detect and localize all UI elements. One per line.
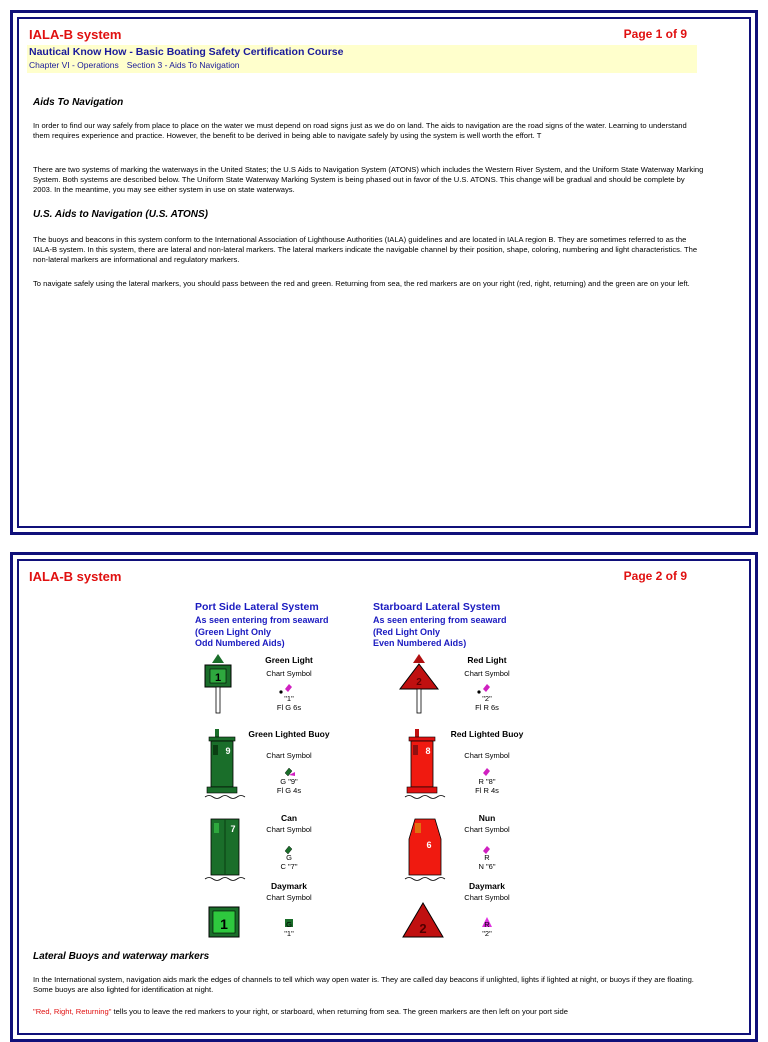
breadcrumb xyxy=(29,60,248,70)
page-number: Page 2 of 9 xyxy=(623,569,687,583)
port-item-chart-3: Chart Symbol xyxy=(266,893,312,902)
starboard-item-l1-0: "2" xyxy=(482,694,492,703)
port-sub-line-2: (Green Light Only xyxy=(195,626,272,637)
starboard-item-chart-2: Chart Symbol xyxy=(464,825,510,834)
port-side-title: Port Side Lateral System xyxy=(195,601,319,613)
port-item-l1-3: G xyxy=(286,920,292,929)
starboard-side-subtitle xyxy=(373,615,507,650)
starboard-item-l1-3: R xyxy=(484,920,490,929)
page-number: Page 1 of 9 xyxy=(623,27,687,41)
system-title: IALA-B system xyxy=(29,27,122,42)
red-daymark-number: 2 xyxy=(419,921,427,936)
red-right-returning-quote: "Red, Right, Returning" xyxy=(33,1007,112,1016)
port-item-chart-1: Chart Symbol xyxy=(266,751,312,760)
starboard-item-name-3: Daymark xyxy=(469,881,505,891)
green-lighted-buoy-icon xyxy=(205,729,245,799)
starboard-sub-line-2: (Red Light Only xyxy=(373,626,440,637)
green-daymark-number: 1 xyxy=(220,916,228,932)
course-title: Nautical Know How - Basic Boating Safety Certification Course xyxy=(29,46,344,58)
port-item-l2-1: Fl G 4s xyxy=(276,786,302,795)
starboard-item-l2-0: Fl R 6s xyxy=(475,703,499,712)
port-item-chart-0: Chart Symbol xyxy=(266,669,312,678)
port-sub-line-1: As seen entering from seaward xyxy=(195,615,329,625)
port-item-l1-2: G xyxy=(286,853,292,862)
nun-buoy-icon xyxy=(405,819,445,881)
paragraph-international-system: In the International system, navigation aids mark the edges of channels to tell which way open water is. They are called day beacons if unlighted, lights if lighted at night, or buoys if they are floating. Some buoys are also lighted for identification at night. xyxy=(33,975,694,994)
port-item-l1-1: G "9" xyxy=(280,777,298,786)
port-item-name-0: Green Light xyxy=(265,655,313,665)
port-item-name-2: Can xyxy=(280,813,298,823)
green-light-number: 1 xyxy=(214,672,222,684)
starboard-item-name-2: Nun xyxy=(478,813,496,823)
starboard-sub-line-3: Even Numbered Aids) xyxy=(373,638,467,648)
system-title: IALA-B system xyxy=(29,569,122,584)
section-label: Section 3 - Aids To Navigation xyxy=(126,60,240,70)
green-buoy-number: 9 xyxy=(225,746,231,756)
document-page-2 xyxy=(10,552,758,1042)
heading-lateral-buoys: Lateral Buoys and waterway markers xyxy=(33,951,210,962)
red-light-icon xyxy=(400,654,438,713)
starboard-item-l2-3: "2" xyxy=(482,929,492,938)
paragraph-buoys-beacons: The buoys and beacons in this system conform to the International Association of Lighthouse Authorities (IALA) guidelines and are located in IALA region B. They are sometimes referred to as the IALA-B system. In this system, there are lateral and non-lateral markers. The lateral markers indicate the navigable channel by their position, shape, coloring, numbering and light characteristics. The non-lateral markers are informational and regulatory markers. xyxy=(33,235,698,264)
green-daymark-icon xyxy=(209,907,239,937)
starboard-item-l1-2: R xyxy=(484,853,490,862)
port-item-name-1: Green Lighted Buoy xyxy=(248,729,330,739)
port-item-l1-0: "1" xyxy=(284,694,294,703)
lateral-markers-illustration xyxy=(19,651,751,991)
starboard-item-chart-1: Chart Symbol xyxy=(464,751,510,760)
starboard-item-name-1: Red Lighted Buoy xyxy=(450,729,524,739)
paragraph-red-right-returning xyxy=(33,1007,705,1017)
chapter-label: Chapter VI - Operations xyxy=(29,60,119,70)
page-2-frame xyxy=(17,559,751,1035)
paragraph-navigate-safely: To navigate safely using the lateral markers, you should pass between the red and green. Returning from sea, the red markers are on your right (red, right, returning) and the green are on your left. xyxy=(33,279,690,288)
course-banner xyxy=(27,45,697,73)
red-light-number: 2 xyxy=(416,677,422,688)
port-item-chart-2: Chart Symbol xyxy=(266,825,312,834)
starboard-item-l2-2: N "6" xyxy=(478,862,496,871)
green-light-icon xyxy=(205,654,231,713)
port-item-name-3: Daymark xyxy=(271,881,307,891)
port-sub-line-3: Odd Numbered Aids) xyxy=(195,638,285,648)
starboard-side-title: Starboard Lateral System xyxy=(373,601,501,613)
starboard-item-name-0: Red Light xyxy=(467,655,507,665)
starboard-sub-line-1: As seen entering from seaward xyxy=(373,615,507,625)
can-number: 7 xyxy=(230,824,236,834)
paragraph-systems: There are two systems of marking the waterways in the United States; the U.S Aids to Navigation System (ATONS) which includes the Western River System, and the Uniform State Waterway Marking System. Both systems are described below. The Uniform State Waterway Marking System is being phased out in favor of the U.S. ATONS. This change will be gradual and should be complete by 2003. In the meantime, you may see either system in use on state waterways. xyxy=(33,165,704,194)
red-lighted-buoy-icon xyxy=(405,729,445,799)
port-item-l2-0: Fl G 6s xyxy=(276,703,302,712)
page-2-header xyxy=(29,569,687,585)
port-item-l2-2: C "7" xyxy=(280,862,298,871)
red-daymark-icon xyxy=(403,903,443,937)
heading-aids-to-navigation: Aids To Navigation xyxy=(33,97,124,108)
starboard-item-l1-1: R "8" xyxy=(478,777,496,786)
port-item-l2-3: "1" xyxy=(284,929,294,938)
starboard-item-l2-1: Fl R 4s xyxy=(475,786,499,795)
paragraph-intro: In order to find our way safely from place to place on the water we must depend on road signs just as we do on land. The aids to navigation are the road signs of the water. Learning to understand them requires experience and practice. However, the benefit to be derived in being able to navigate safely by using the system is well worth the effort. T xyxy=(33,121,687,140)
can-buoy-icon xyxy=(205,819,245,881)
starboard-item-chart-3: Chart Symbol xyxy=(464,893,510,902)
starboard-item-chart-0: Chart Symbol xyxy=(464,669,510,678)
red-buoy-number: 8 xyxy=(425,746,431,756)
red-right-returning-rest: tells you to leave the red markers to your right, or starboard, when returning from sea. The green markers are then left on your port side xyxy=(111,1007,568,1016)
port-side-subtitle xyxy=(195,615,329,650)
page-1-header xyxy=(29,27,687,43)
heading-us-atons: U.S. Aids to Navigation (U.S. ATONS) xyxy=(33,209,209,220)
nun-number: 6 xyxy=(426,840,432,850)
page-1-frame xyxy=(17,17,751,528)
document-page-1 xyxy=(10,10,758,535)
